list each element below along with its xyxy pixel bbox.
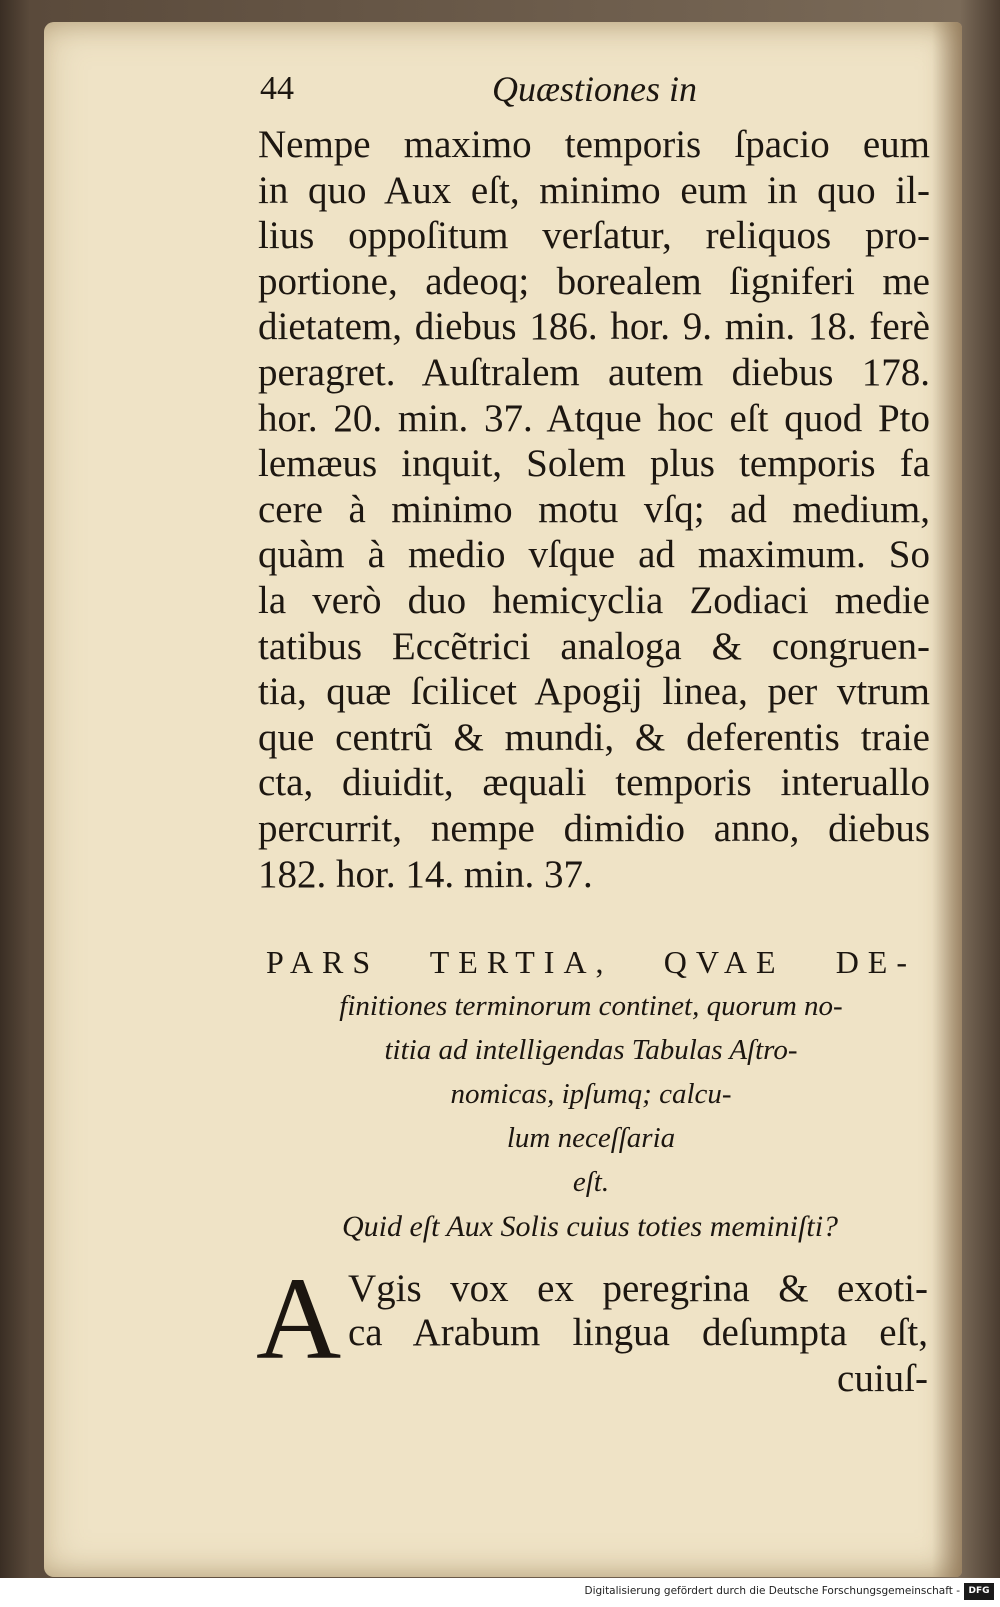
drop-cap: A [256, 1253, 342, 1384]
text-line: cere à minimo motu vſq; ad medium, [258, 487, 930, 531]
catchword: cuiuſ- [837, 1357, 928, 1400]
text-line: percurrit, nempe dimidio anno, diebus [258, 806, 930, 850]
section-heading-line: titia ad intelligendas Tabulas Aſtro- [384, 1034, 798, 1066]
body-text [258, 122, 930, 897]
footer-credit: Digitalisierung gefördert durch die Deutsche Forschungsgemeinschaft - [584, 1585, 960, 1597]
text-line: dietatem, diebus 186. hor. 9. min. 18. ferè [258, 305, 930, 349]
question-heading: Quid eſt Aux Solis cuius toties meminiſti? [341, 1210, 839, 1243]
text-line: la verò duo hemicyclia Zodiaci medie [258, 578, 930, 622]
section-heading-line: nomicas, ipſumq; calcu- [450, 1078, 732, 1110]
page-gutter-shadow [932, 22, 962, 1577]
digitization-footer [0, 1578, 1000, 1607]
text-line: Nempe maximo temporis ſpacio eum [258, 123, 930, 166]
page-header [222, 64, 722, 114]
text-line: quàm à medio vſque ad maximum. So [258, 533, 930, 577]
section-heading-line: eſt. [572, 1166, 610, 1198]
text-line: lemæus inquit, Solem plus temporis fa [258, 442, 930, 486]
text-line: que centrũ & mundi, & deferentis traie [258, 715, 930, 759]
text-line: portione, adeoq; borealem ſigniferi me [258, 259, 930, 303]
answer-line: ca Arabum lingua deſumpta eſt, [348, 1311, 928, 1354]
section-heading [266, 940, 916, 1204]
page-number: 44 [260, 70, 294, 107]
section-heading-line: lum neceſſaria [506, 1122, 676, 1154]
text-line: tia, quæ ſcilicet Apogij linea, per vtrum [258, 670, 930, 714]
answer-line: Vgis vox ex peregrina & exoti- [348, 1267, 928, 1310]
text-line: lius oppoſitum verſatur, reliquos pro- [258, 214, 930, 258]
text-line: cta, diuidit, æquali temporis interuallo [258, 761, 930, 805]
text-line-last: 182. hor. 14. min. 37. [258, 852, 593, 896]
text-line: in quo Aux eſt, minimo eum in quo il- [258, 168, 930, 212]
section-heading-line: finitiones terminorum continet, quorum no- [339, 990, 843, 1022]
text-line: hor. 20. min. 37. Atque hoc eſt quod Pto [258, 396, 930, 440]
text-line: tatibus Eccẽtrici analoga & congruen- [258, 624, 930, 668]
answer-paragraph [256, 1253, 928, 1408]
section-heading-caps: PARS TERTIA, QVAE DE- [266, 944, 916, 980]
text-line: peragret. Auſtralem autem diebus 178. [258, 350, 930, 394]
running-title: Quæstiones in [492, 69, 698, 109]
dfg-logo: DFG [964, 1583, 994, 1600]
